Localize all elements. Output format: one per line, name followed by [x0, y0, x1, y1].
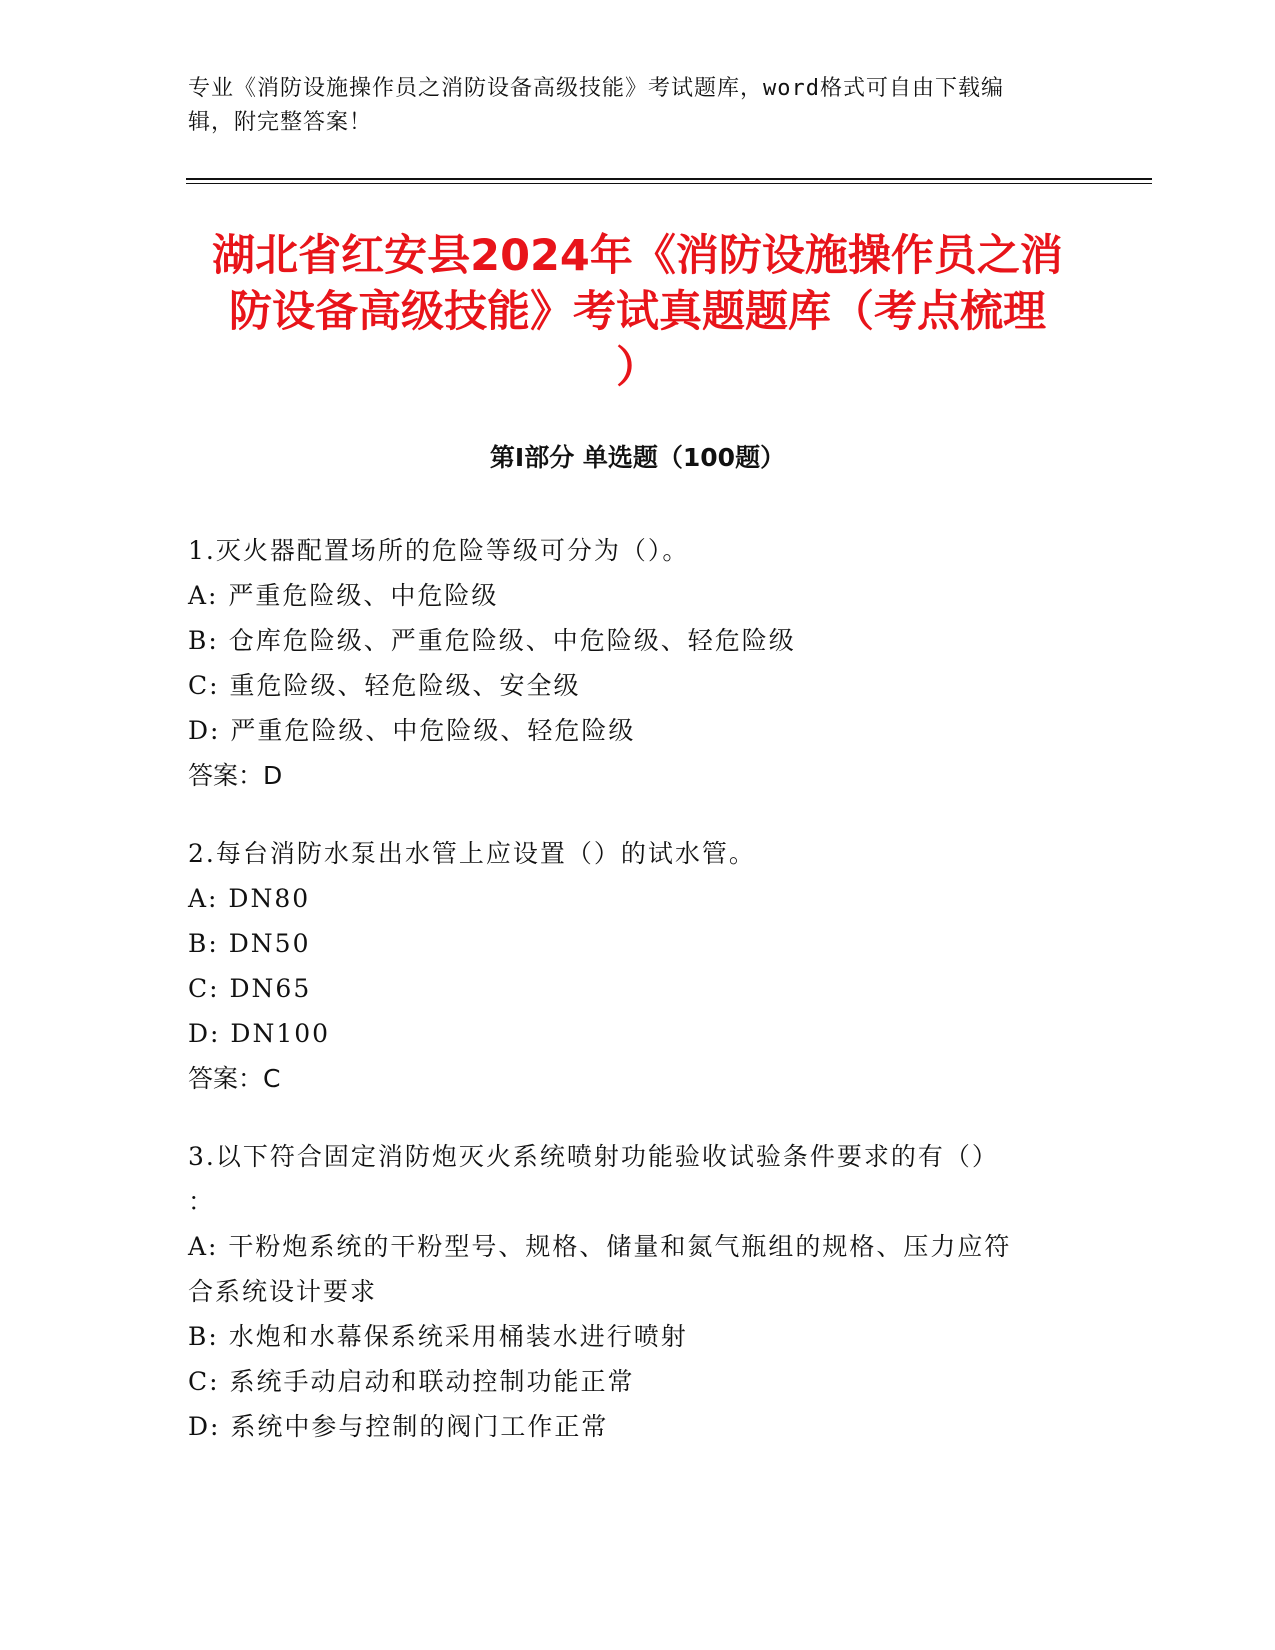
question-stem: 2.每台消防水泵出水管上应设置（）的试水管。	[188, 839, 756, 868]
header-rule-thin	[186, 183, 1152, 184]
question-3	[188, 1134, 1088, 1449]
question-1	[188, 528, 1088, 798]
option-d: D: 严重危险级、中危险级、轻危险级	[188, 716, 636, 745]
section-heading: 第Ⅰ部分 单选题（100题）	[489, 443, 786, 472]
option-d: D: DN100	[188, 1019, 331, 1048]
title-line: ）	[616, 343, 659, 393]
option-b: B: DN50	[188, 929, 311, 958]
header-rule-thick	[186, 178, 1152, 180]
option-b: B: 水炮和水幕保系统采用桶装水进行喷射	[188, 1322, 688, 1351]
document-title	[170, 228, 1105, 396]
header-note	[188, 72, 1088, 140]
title-line: 防设备高级技能》考试真题题库（考点梳理	[229, 287, 1046, 337]
answer: 答案：C	[188, 1064, 281, 1093]
question-stem: 1.灭火器配置场所的危险等级可分为（）。	[188, 536, 690, 565]
answer: 答案：D	[188, 761, 283, 790]
question-2	[188, 831, 1088, 1101]
question-stem: 3.以下符合固定消防炮灭火系统喷射功能验收试验条件要求的有（）	[188, 1142, 999, 1171]
option-c: C: 系统手动启动和联动控制功能正常	[188, 1367, 635, 1396]
option-a: A: DN80	[188, 884, 311, 913]
option-d: D: 系统中参与控制的阀门工作正常	[188, 1412, 609, 1441]
question-stem-continued: ：	[188, 1187, 216, 1216]
header-note-line: 辑，附完整答案！	[188, 110, 373, 135]
option-c: C: 重危险级、轻危险级、安全级	[188, 671, 581, 700]
option-b: B: 仓库危险级、严重危险级、中危险级、轻危险级	[188, 626, 796, 655]
option-a: A: 严重危险级、中危险级	[188, 581, 499, 610]
option-a: A: 干粉炮系统的干粉型号、规格、储量和氮气瓶组的规格、压力应符	[188, 1232, 1012, 1261]
option-c: C: DN65	[188, 974, 312, 1003]
option-a-continued: 合系统设计要求	[188, 1277, 378, 1306]
question-list	[188, 528, 1088, 1482]
title-line: 湖北省红安县2024年《消防设施操作员之消	[212, 231, 1063, 281]
header-note-line: 专业《消防设施操作员之消防设备高级技能》考试题库，word格式可自由下载编	[188, 76, 1004, 101]
